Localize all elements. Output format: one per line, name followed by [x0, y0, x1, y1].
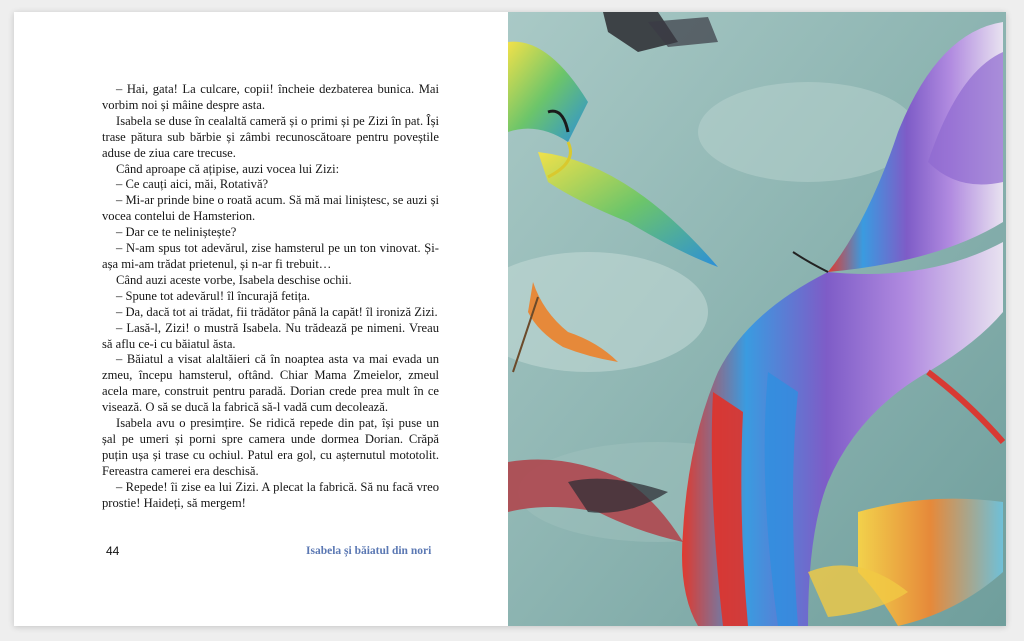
story-text — [102, 82, 439, 511]
paragraph: Când aproape că ațipise, auzi vocea lui Zizi: — [116, 161, 340, 176]
paragraph: – Repede! îi zise ea lui Zizi. A plecat la fabrică. Să nu facă vreo prostie! Haideți, să mergem! — [102, 479, 439, 510]
paragraph: – Ce cauți aici, măi, Rotativă? — [116, 177, 269, 192]
paragraph: Când auzi aceste vorbe, Isabela deschise ochii. — [116, 272, 352, 287]
page-number: 44 — [106, 544, 120, 558]
left-page — [14, 12, 508, 626]
paragraph: Isabela avu o presimțire. Se ridică repede din pat, își puse un șal pe umeri și porni spre camera unde dormea Dorian. Crăpă puțin ușa și trase cu ochiul. Patul era gol, cu așternutul mototolit. Fereastra camerei era deschisă. — [102, 416, 439, 478]
paragraph: – Hai, gata! La culcare, copii! încheie dezbaterea bunica. Mai vorbim noi și mâine despre asta. — [102, 82, 439, 112]
paragraph: – N-am spus tot adevărul, zise hamsterul pe un ton vinovat. Și-așa mi-am trădat prietenul, și n-ar fi trebuit… — [102, 241, 439, 271]
paragraph: – Mi-ar prinde bine o roată acum. Să mă mai liniștesc, se auzi și vocea contelui de Hamsterion. — [102, 193, 439, 224]
paragraph: – Dar ce te neliniștește? — [116, 225, 237, 240]
paragraph: – Spune tot adevărul! îl încurajă fetița. — [116, 288, 311, 303]
paragraph: – Băiatul a visat alaltăieri că în noaptea asta va mai evada un zmeu, începu hamsterul, oftând. Chiar Mama Zmeielor, zmeul acela mare, construit pentru paradă. Dorian crede prea mult în ce visează. O să se ducă la fabrică să-l vadă cum decolează. — [102, 352, 439, 415]
paragraph: Isabela se duse în cealaltă cameră și o primi și pe Zizi în pat. Își trase pătura sub bărbie și zâmbi recunoscătoare pentru poveștile aduse de ziua care trecuse. — [102, 113, 439, 160]
paragraph: – Lasă-l, Zizi! o mustră Isabela. Nu trădează pe nimeni. Vreau să aflu ce-i cu băiatul ăsta. — [102, 320, 439, 351]
running-title: Isabela și băiatul din nori — [306, 545, 432, 557]
book-spread — [14, 12, 1006, 626]
birds-painting-icon — [508, 12, 1006, 626]
paragraph: – Da, dacă tot ai trădat, fii trădător până la capăt! îl ironiză Zizi. — [116, 304, 438, 319]
right-page — [508, 12, 1006, 626]
